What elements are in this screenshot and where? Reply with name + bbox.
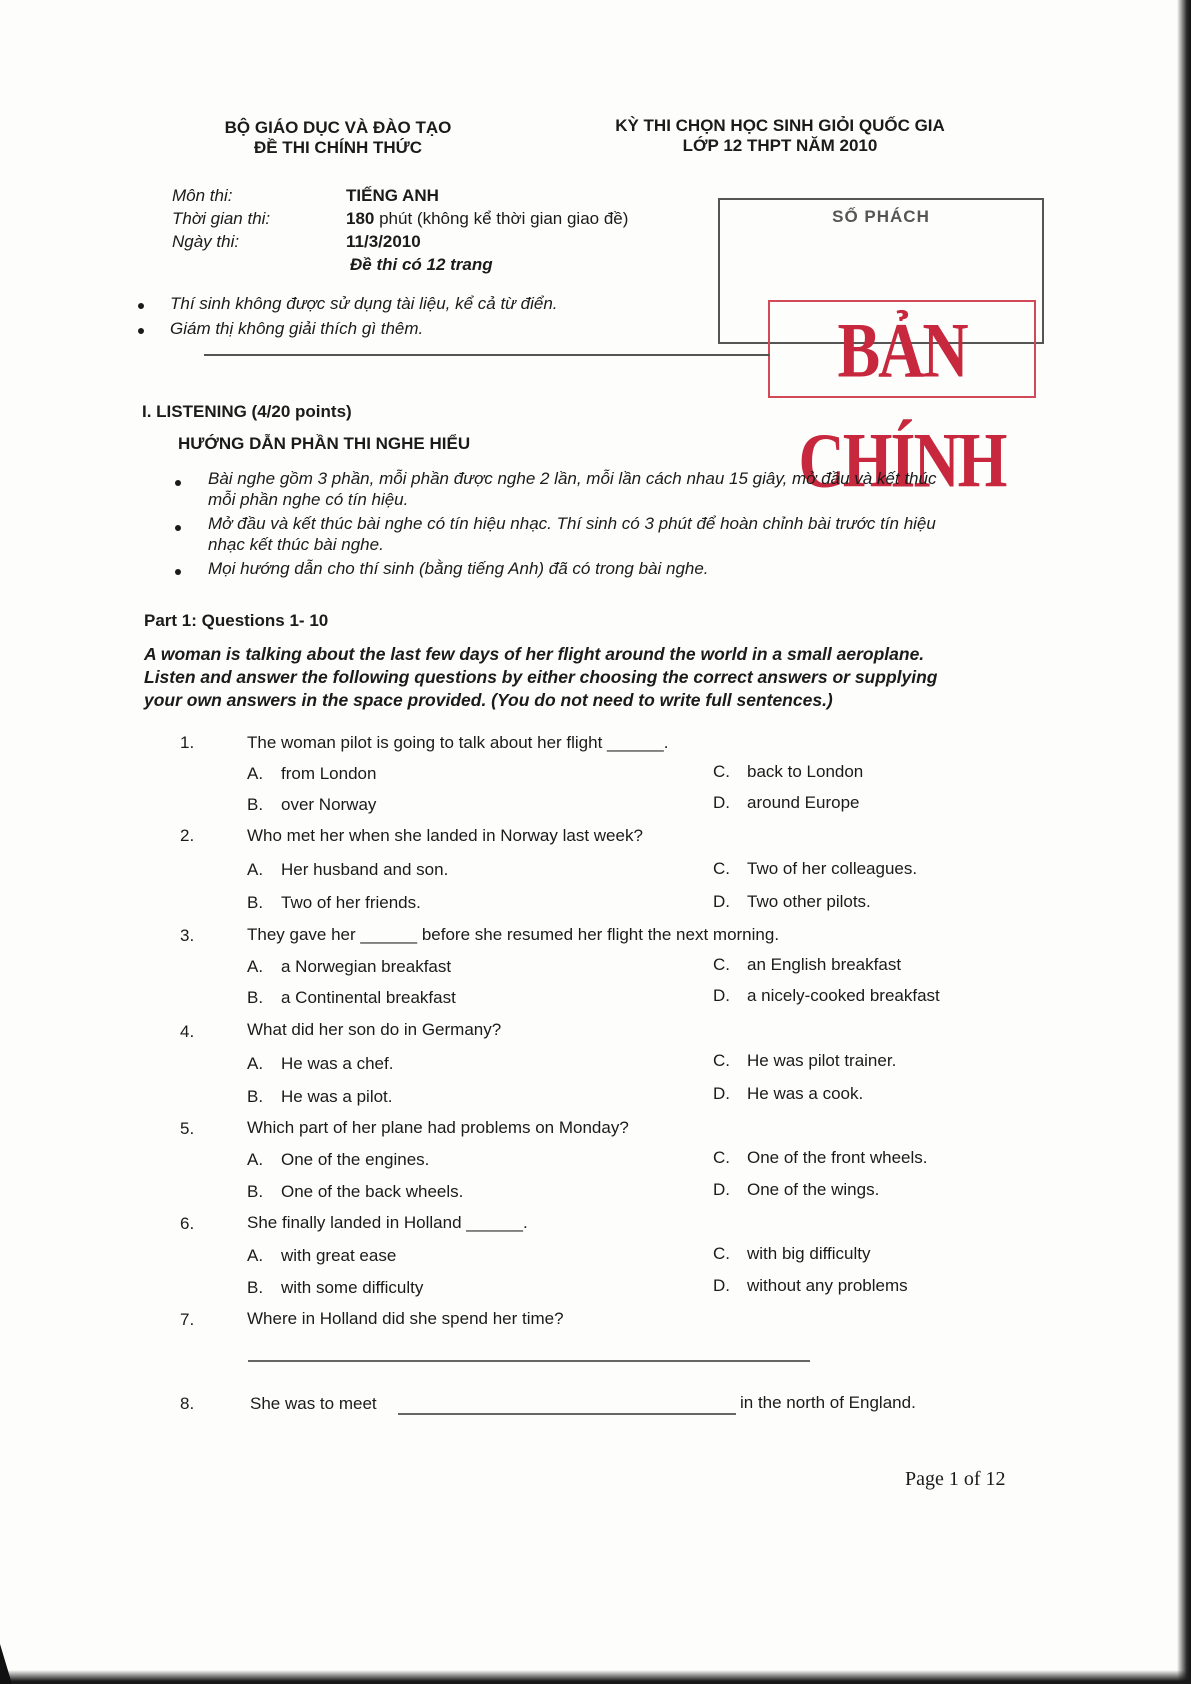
option-b[interactable] [247,893,421,913]
exam-meta-labels [172,184,332,253]
question-number: 4. [180,1022,195,1041]
ministry-header [208,118,468,158]
exam-meta-values [346,184,706,276]
option-text: One of the back wheels. [281,1182,464,1201]
question-number: 6. [180,1214,195,1233]
option-letter: C. [713,1148,730,1167]
option-a[interactable] [247,860,448,880]
option-letter: A. [247,764,264,783]
option-c[interactable] [713,859,917,879]
answer-line[interactable] [248,1360,810,1362]
option-d[interactable] [713,793,859,813]
option-b[interactable] [247,988,456,1008]
option-text: Two of her colleagues. [747,859,918,878]
question-text: The woman pilot is going to talk about her flight ______. [247,733,669,752]
part1-title: Part 1: Questions 1- 10 [144,611,329,630]
scan-edge-right [1177,0,1191,1684]
option-d[interactable] [713,892,871,912]
option-text: Two other pilots. [747,892,871,911]
option-letter: A. [247,860,264,879]
option-letter: D. [713,892,730,911]
instruction-line: your own answers in the space provided. (You do not need to write full sentences.) [144,690,833,710]
option-letter: B. [247,893,264,912]
option-c[interactable] [713,762,863,782]
official-stamp: BẢN CHÍNH [798,307,1006,504]
option-letter: A. [247,957,264,976]
option-d[interactable] [713,1180,879,1200]
scan-corner [0,1644,12,1684]
option-d[interactable] [713,1084,863,1104]
option-letter: D. [713,986,730,1005]
option-a[interactable] [247,1246,396,1266]
option-text: over Norway [281,795,377,814]
option-a[interactable] [247,764,376,784]
option-letter: B. [247,1182,264,1201]
option-letter: D. [713,1276,730,1295]
option-letter: B. [247,1087,264,1106]
option-d[interactable] [713,986,940,1006]
instruction-line: A woman is talking about the last few days of her flight around the world in a small aeroplane. [144,644,925,664]
header-divider [204,354,770,356]
sophach-label: SỐ PHÁCH [832,207,930,226]
subject-label: Môn thi: [172,186,233,205]
time-value [346,207,706,230]
option-text: One of the front wheels. [747,1148,928,1167]
guide-item [208,468,1028,510]
guide-item [208,558,1028,579]
time-minutes: 180 [346,209,375,228]
option-d[interactable] [713,1276,908,1296]
listening-guide-title: HƯỚNG DẪN PHẦN THI NGHE HIỂU [178,434,471,453]
option-letter: A. [247,1150,264,1169]
instruction-line: Listen and answer the following questions by either choosing the correct answers or supplying [144,667,938,687]
option-text: with big difficulty [747,1244,871,1263]
option-c[interactable] [713,955,901,975]
option-c[interactable] [713,1051,896,1071]
bullet-icon [138,303,144,309]
question-text-after: in the north of England. [740,1393,916,1412]
option-letter: B. [247,988,264,1007]
option-text: He was a pilot. [281,1087,393,1106]
guide-item-line: Mọi hướng dẫn cho thí sinh (bằng tiếng Anh) đã có trong bài nghe. [208,559,709,578]
option-text: He was pilot trainer. [747,1051,897,1070]
option-letter: D. [713,793,730,812]
option-letter: B. [247,1278,264,1297]
option-text: Two of her friends. [281,893,421,912]
question-text: Which part of her plane had problems on Monday? [247,1118,629,1137]
option-text: a Continental breakfast [281,988,456,1007]
page-number: Page 1 of 12 [905,1468,1006,1490]
option-b[interactable] [247,1182,463,1202]
option-letter: C. [713,955,730,974]
question-text: She was to meet [250,1394,377,1413]
question-number: 3. [180,926,195,945]
option-a[interactable] [247,957,451,977]
option-a[interactable] [247,1150,429,1170]
exam-grade-year: LỚP 12 THPT NĂM 2010 [682,136,878,155]
option-letter: D. [713,1084,730,1103]
option-text: without any problems [747,1276,908,1295]
question-number: 7. [180,1310,195,1329]
option-text: from London [281,764,377,783]
question-number: 8. [180,1394,195,1413]
exam-header [580,116,980,156]
option-letter: C. [713,859,730,878]
question-text: What did her son do in Germany? [247,1020,502,1039]
option-letter: C. [713,762,730,781]
question-number: 2. [180,826,195,845]
question-text: She finally landed in Holland ______. [247,1213,528,1232]
option-a[interactable] [247,1054,393,1074]
guide-item-line: Mở đầu và kết thúc bài nghe có tín hiệu nhạc. Thí sinh có 3 phút để hoàn chỉnh bài trước tín hiệu [208,514,936,533]
option-letter: A. [247,1054,264,1073]
option-text: with great ease [281,1246,397,1265]
rule-no-explanation: Giám thị không giải thích gì thêm. [170,319,424,338]
time-note: phút (không kể thời gian giao đề) [374,209,629,228]
option-text: Her husband and son. [281,860,449,879]
section-title-listening: I. LISTENING (4/20 points) [142,402,352,421]
rule-no-materials: Thí sinh không được sử dụng tài liệu, kể cả từ điển. [170,294,558,313]
question-text: Where in Holland did she spend her time? [247,1309,564,1328]
bullet-icon [175,569,181,575]
guide-item [208,513,1028,555]
question-text: Who met her when she landed in Norway last week? [247,826,643,845]
option-c[interactable] [713,1244,870,1264]
option-text: with some difficulty [281,1278,424,1297]
option-text: One of the engines. [281,1150,430,1169]
option-text: an English breakfast [747,955,902,974]
option-b[interactable] [247,1278,423,1298]
subject-value: TIẾNG ANH [346,186,439,205]
option-letter: C. [713,1244,730,1263]
option-b[interactable] [247,1087,393,1107]
option-text: a nicely-cooked breakfast [747,986,940,1005]
option-letter: B. [247,795,264,814]
exam-name: KỲ THI CHỌN HỌC SINH GIỎI QUỐC GIA [615,116,945,135]
bullet-icon [175,480,181,486]
question-number: 5. [180,1119,195,1138]
date-value: 11/3/2010 [346,232,421,251]
bullet-icon [138,328,144,334]
option-letter: D. [713,1180,730,1199]
answer-line[interactable] [398,1413,736,1415]
option-letter: A. [247,1246,264,1265]
option-c[interactable] [713,1148,928,1168]
ministry-name: BỘ GIÁO DỤC VÀ ĐÀO TẠO [224,118,452,137]
option-text: He was a cook. [747,1084,864,1103]
guide-item-line: mỗi phần nghe có tín hiệu. [208,490,409,509]
question-number: 1. [180,733,195,752]
option-text: around Europe [747,793,860,812]
option-text: a Norwegian breakfast [281,957,452,976]
option-text: He was a chef. [281,1054,394,1073]
question-text: They gave her ______ before she resumed her flight the next morning. [247,925,780,944]
page-count-note: Đề thi có 12 trang [350,255,493,274]
part1-instructions [144,643,1024,712]
option-letter: C. [713,1051,730,1070]
scan-edge-bottom [0,1670,1191,1684]
option-text: back to London [747,762,864,781]
option-b[interactable] [247,795,376,815]
official-exam-label: ĐỀ THI CHÍNH THỨC [253,138,423,157]
option-text: One of the wings. [747,1180,880,1199]
date-label: Ngày thi: [172,232,240,251]
guide-item-line: nhạc kết thúc bài nghe. [208,535,384,554]
guide-item-line: Bài nghe gồm 3 phần, mỗi phần được nghe 2 lần, mỗi lần cách nhau 15 giây, mở đầu và kết thúc [208,469,937,488]
time-label: Thời gian thi: [172,209,271,228]
bullet-icon [175,525,181,531]
